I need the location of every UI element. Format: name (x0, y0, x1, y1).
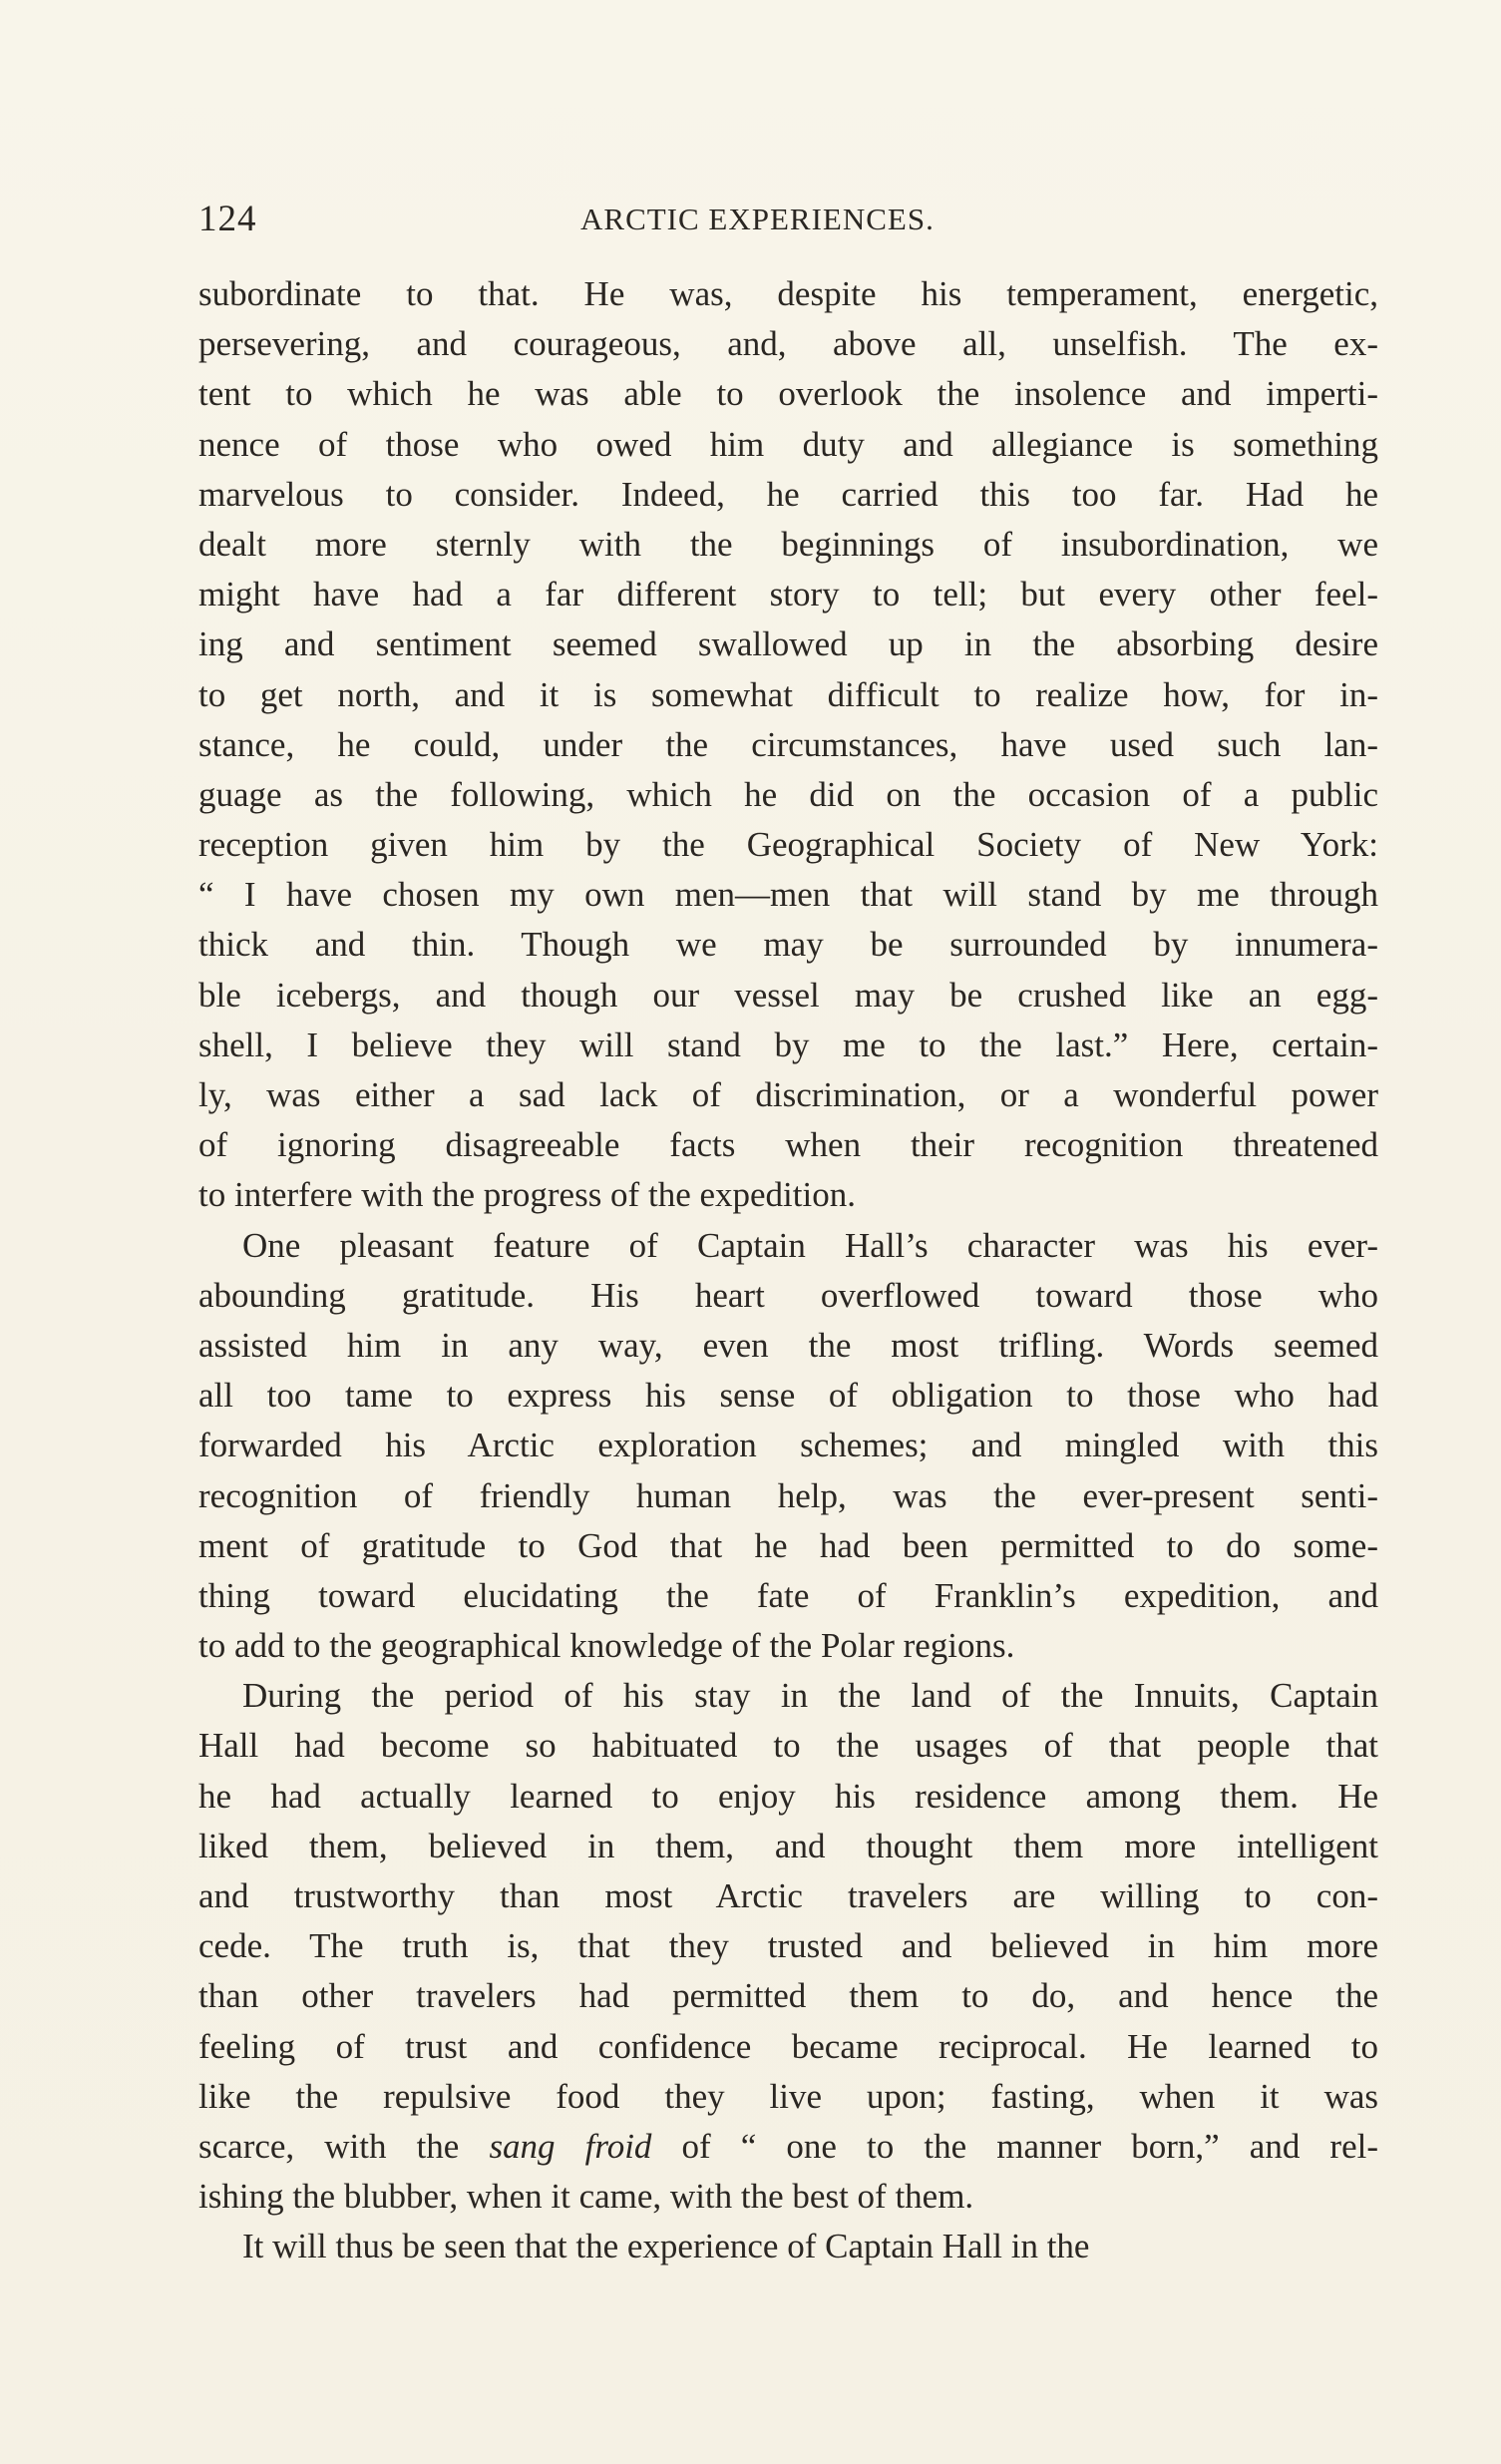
text-line: liked them, believed in them, and thought them more intelligent (198, 1826, 1378, 1865)
paragraph-end-line: to interfere with the progress of the expedition. (198, 1175, 856, 1215)
text-line: thing toward elucidating the fate of Franklin’s expedition, and (198, 1575, 1378, 1615)
paragraph-end-line: to add to the geographical knowledge of the Polar regions. (198, 1626, 1015, 1666)
text-line: shell, I believe they will stand by me to the last.” Here, certain- (198, 1025, 1378, 1064)
text-line: thick and thin. Though we may be surrounded by innumera- (198, 925, 1378, 965)
body-text (198, 269, 1378, 2272)
text-line: ly, was either a sad lack of discrimination, or a wonderful power (198, 1075, 1378, 1114)
text-segment: of “ one to the manner born,” and rel- (651, 2126, 1378, 2166)
text-line: subordinate to that. He was, despite his temperament, energetic, (198, 274, 1378, 313)
paragraph-start-line: It will thus be seen that the experience of Captain Hall in the (242, 2227, 1090, 2266)
text-line: dealt more sternly with the beginnings of insubordination, we (198, 524, 1378, 564)
page-number: 124 (198, 199, 257, 239)
text-line: of ignoring disagreeable facts when their recognition threatened (198, 1125, 1378, 1165)
paragraph-start-line: One pleasant feature of Captain Hall’s character was his ever- (242, 1225, 1378, 1265)
text-line: and trustworthy than most Arctic travelers are willing to con- (198, 1876, 1378, 1915)
text-line: cede. The truth is, that they trusted and believed in him more (198, 1926, 1378, 1966)
text-line: forwarded his Arctic exploration schemes; and mingled with this (198, 1426, 1378, 1465)
text-line-with-italic (198, 2122, 1378, 2172)
text-line: stance, he could, under the circumstances, have used such lan- (198, 724, 1378, 764)
text-line: than other travelers had permitted them to do, and hence the (198, 1976, 1378, 2016)
text-line: feeling of trust and confidence became reciprocal. He learned to (198, 2026, 1378, 2066)
text-line: like the repulsive food they live upon; fasting, when it was (198, 2076, 1378, 2116)
text-line: nence of those who owed him duty and allegiance is something (198, 424, 1378, 464)
text-line: ble icebergs, and though our vessel may be crushed like an egg- (198, 975, 1378, 1015)
text-line: ment of gratitude to God that he had been permitted to do some- (198, 1525, 1378, 1565)
text-line: marvelous to consider. Indeed, he carried this too far. Had he (198, 474, 1378, 514)
running-head: ARCTIC EXPERIENCES. (580, 202, 935, 236)
text-line: assisted him in any way, even the most trifling. Words seemed (198, 1325, 1378, 1365)
text-line: tent to which he was able to overlook the insolence and imperti- (198, 374, 1378, 414)
text-line: he had actually learned to enjoy his residence among them. He (198, 1776, 1378, 1816)
text-line: might have had a far different story to tell; but every other feel- (198, 575, 1378, 615)
text-line: to get north, and it is somewhat difficult to realize how, for in- (198, 674, 1378, 714)
text-line: abounding gratitude. His heart overflowed toward those who (198, 1275, 1378, 1315)
text-segment: scarce, with the (198, 2126, 490, 2166)
text-line: recognition of friendly human help, was the ever-present senti- (198, 1475, 1378, 1515)
text-line: reception given him by the Geographical Society of New York: (198, 825, 1378, 865)
text-line: persevering, and courageous, and, above all, unselfish. The ex- (198, 324, 1378, 364)
italic-phrase: sang froid (489, 2126, 652, 2166)
page-header (198, 196, 1378, 243)
paragraph-end-line: ishing the blubber, when it came, with the best of them. (198, 2177, 974, 2217)
paragraph-start-line: During the period of his stay in the land of the Innuits, Captain (242, 1676, 1378, 1716)
text-line: ing and sentiment seemed swallowed up in the absorbing desire (198, 624, 1378, 664)
text-line: all too tame to express his sense of obligation to those who had (198, 1376, 1378, 1416)
text-line: guage as the following, which he did on the occasion of a public (198, 774, 1378, 814)
text-line: Hall had become so habituated to the usages of that people that (198, 1726, 1378, 1766)
text-line: “ I have chosen my own men—men that will stand by me through (198, 875, 1378, 915)
